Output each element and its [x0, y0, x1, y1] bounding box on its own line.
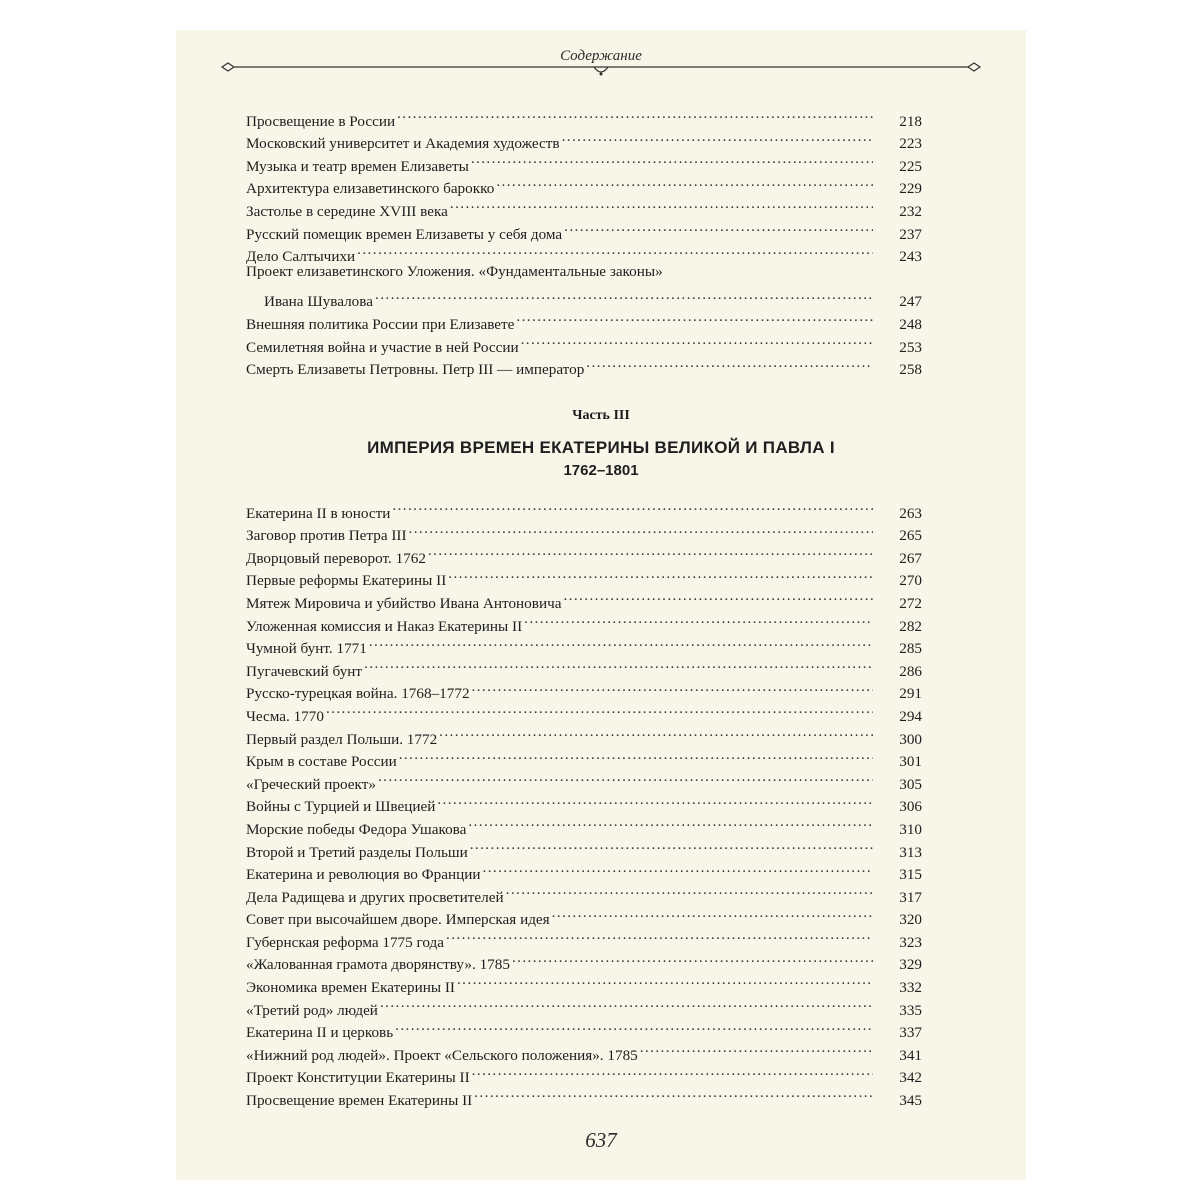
toc-entry-page: 225 — [899, 157, 922, 175]
toc-entry-title: Просвещение в России — [246, 112, 396, 130]
toc-entry-page: 247 — [899, 293, 922, 311]
dot-leader — [450, 193, 873, 216]
dot-leader — [516, 306, 873, 329]
toc-entry-title: Губернская реформа 1775 года — [246, 933, 445, 951]
toc-entry-title: Первые реформы Екатерины II — [246, 572, 447, 590]
dot-leader — [357, 239, 873, 262]
dot-leader — [563, 585, 873, 608]
toc-entry-page: 267 — [899, 549, 922, 567]
toc-entry-page: 263 — [899, 504, 922, 522]
toc-entry-page: 248 — [899, 315, 922, 333]
dot-leader — [378, 766, 873, 789]
toc-entry-page: 258 — [899, 361, 922, 379]
dot-leader — [397, 103, 873, 126]
dot-leader — [472, 1060, 873, 1083]
dot-leader — [364, 653, 873, 676]
toc-entry-page: 265 — [899, 527, 922, 545]
dot-leader — [506, 879, 873, 902]
toc-entry — [246, 103, 922, 130]
dot-leader — [395, 1015, 873, 1038]
toc-entry-page: 286 — [899, 662, 922, 680]
toc-entry-page: 315 — [899, 866, 922, 884]
dot-leader — [446, 924, 873, 947]
toc-entry-page: 300 — [899, 730, 922, 748]
toc-entry-title: Экономика времен Екатерины II — [246, 979, 455, 997]
toc-entry-title: Застолье в середине XVIII века — [246, 202, 448, 220]
toc-entry-title: Пугачевский бунт — [246, 662, 363, 680]
toc-entry-title: Русский помещик времен Елизаветы у себя дома — [246, 225, 563, 243]
toc-entry-page: 337 — [899, 1024, 922, 1042]
toc-entry-page: 285 — [899, 640, 922, 658]
toc-entry-title: Семилетняя война и участие в ней России — [246, 338, 519, 356]
dot-leader — [428, 540, 873, 563]
toc-entry-page: 253 — [899, 338, 922, 356]
toc-entry-title: Первый раздел Польши. 1772 — [246, 730, 438, 748]
toc-entry-page: 223 — [899, 135, 922, 153]
toc-entry-title: Крым в составе России — [246, 753, 397, 771]
dot-leader — [470, 834, 873, 857]
running-header — [176, 47, 1026, 77]
toc-entry-title: Просвещение времен Екатерины II — [246, 1092, 473, 1110]
toc-entry-title: Проект Конституции Екатерины II — [246, 1069, 470, 1087]
toc-entry-page: 272 — [899, 594, 922, 612]
dot-leader — [552, 902, 873, 925]
toc-entry-title: Ивана Шувалова — [264, 293, 373, 311]
toc-entry-title: Русско-турецкая война. 1768–1772 — [246, 685, 470, 703]
dot-leader — [586, 352, 873, 375]
toc-entry — [246, 495, 922, 522]
toc-entry-page: 345 — [899, 1092, 922, 1110]
toc-entry-title: «Третий род» людей — [246, 1001, 378, 1019]
dot-leader — [380, 992, 873, 1015]
dot-leader — [512, 947, 873, 970]
part-label: Часть III — [572, 408, 630, 423]
toc-entry-page: 282 — [899, 617, 922, 635]
dot-leader — [472, 676, 873, 699]
toc-entry-page: 294 — [899, 707, 922, 725]
toc-entry-title: Мятеж Мировича и убийство Ивана Антоновича — [246, 594, 562, 612]
toc-entry-title: Екатерина II в юности — [246, 504, 391, 522]
dot-leader — [439, 721, 873, 744]
toc-entry-title: Екатерина II и церковь — [246, 1024, 394, 1042]
toc-entry-page: 237 — [899, 225, 922, 243]
toc-entry-page: 232 — [899, 202, 922, 220]
toc-entry — [246, 698, 922, 725]
dot-leader — [496, 171, 873, 194]
toc-entry-page: 329 — [899, 956, 922, 974]
dot-leader — [483, 857, 873, 880]
toc-entry-title: Музыка и театр времен Елизаветы — [246, 157, 469, 175]
toc-entry-line1: Проект елизаветинского Уложения. «Фундаментальные законы» — [246, 263, 663, 281]
toc-entry-page: 218 — [899, 112, 922, 130]
toc-entry-title: Дело Салтычихи — [246, 248, 356, 266]
toc-entry-page: 317 — [899, 888, 922, 906]
dot-leader — [457, 969, 873, 992]
toc-entry-title: Смерть Елизаветы Петровны. Петр III — император — [246, 361, 585, 379]
toc-entry-page: 313 — [899, 843, 922, 861]
toc-entry-page: 229 — [899, 180, 922, 198]
toc-section-2 — [246, 495, 922, 1110]
header-title: Содержание — [560, 48, 642, 64]
dot-leader — [448, 563, 873, 586]
dot-leader — [392, 495, 873, 518]
toc-entry-page: 310 — [899, 820, 922, 838]
toc-entry-page: 320 — [899, 911, 922, 929]
dot-leader — [471, 148, 873, 171]
toc-entry-title: Совет при высочайшем дворе. Имперская идея — [246, 911, 550, 929]
toc-entry-title: Заговор против Петра III — [246, 527, 407, 545]
toc-entry-title: Второй и Третий разделы Польши — [246, 843, 468, 861]
toc-entry-title: Войны с Турцией и Швецией — [246, 798, 436, 816]
toc-entry-page: 270 — [899, 572, 922, 590]
dot-leader — [474, 1082, 873, 1105]
dot-leader — [437, 789, 873, 812]
dot-leader — [369, 631, 873, 654]
dot-leader — [640, 1037, 873, 1060]
toc-entry-title: «Нижний род людей». Проект «Сельского положения». 1785 — [246, 1046, 638, 1064]
toc-entry-page: 243 — [899, 248, 922, 266]
toc-section-1 — [246, 103, 922, 379]
toc-entry-title: «Жалованная грамота дворянству». 1785 — [246, 956, 510, 974]
dot-leader — [326, 698, 873, 721]
toc-entry — [246, 721, 922, 748]
dot-leader — [468, 811, 873, 834]
toc-entry-title: Архитектура елизаветинского барокко — [246, 180, 495, 198]
toc-entry-page: 305 — [899, 775, 922, 793]
dot-leader — [399, 744, 873, 767]
toc-entry-page: 332 — [899, 979, 922, 997]
part-years: 1762–1801 — [563, 462, 639, 479]
toc-entry-page: 342 — [899, 1069, 922, 1087]
toc-entry-page: 301 — [899, 753, 922, 771]
toc-entry-title: Морские победы Федора Ушакова — [246, 820, 467, 838]
toc-entry-page: 341 — [899, 1046, 922, 1064]
toc-entry-title: Екатерина и революция во Франции — [246, 866, 481, 884]
toc-entry-title: Уложенная комиссия и Наказ Екатерины II — [246, 617, 523, 635]
part-title: ИМПЕРИЯ ВРЕМЕН ЕКАТЕРИНЫ ВЕЛИКОЙ И ПАВЛА I — [367, 438, 835, 457]
dot-leader — [521, 329, 873, 352]
toc-entry-title: Внешняя политика России при Елизавете — [246, 315, 515, 333]
toc-entry-title: Чесма. 1770 — [246, 707, 324, 725]
dot-leader — [564, 216, 873, 239]
toc-entry-title: Чумной бунт. 1771 — [246, 640, 367, 658]
toc-entry-page: 291 — [899, 685, 922, 703]
toc-entry-page: 335 — [899, 1001, 922, 1019]
toc-entry-title: Дворцовый переворот. 1762 — [246, 549, 426, 567]
toc-entry-title: «Греческий проект» — [246, 775, 376, 793]
toc-entry-title: Дела Радищева и других просветителей — [246, 888, 504, 906]
page-number: 637 — [585, 1128, 617, 1152]
dot-leader — [409, 518, 873, 541]
toc-entry-title: Московский университет и Академия художеств — [246, 135, 560, 153]
dot-leader — [562, 126, 873, 149]
toc-entry — [246, 284, 922, 311]
toc-entry-page: 306 — [899, 798, 922, 816]
dot-leader — [375, 284, 873, 307]
toc-entry-page: 323 — [899, 933, 922, 951]
dot-leader — [524, 608, 873, 631]
